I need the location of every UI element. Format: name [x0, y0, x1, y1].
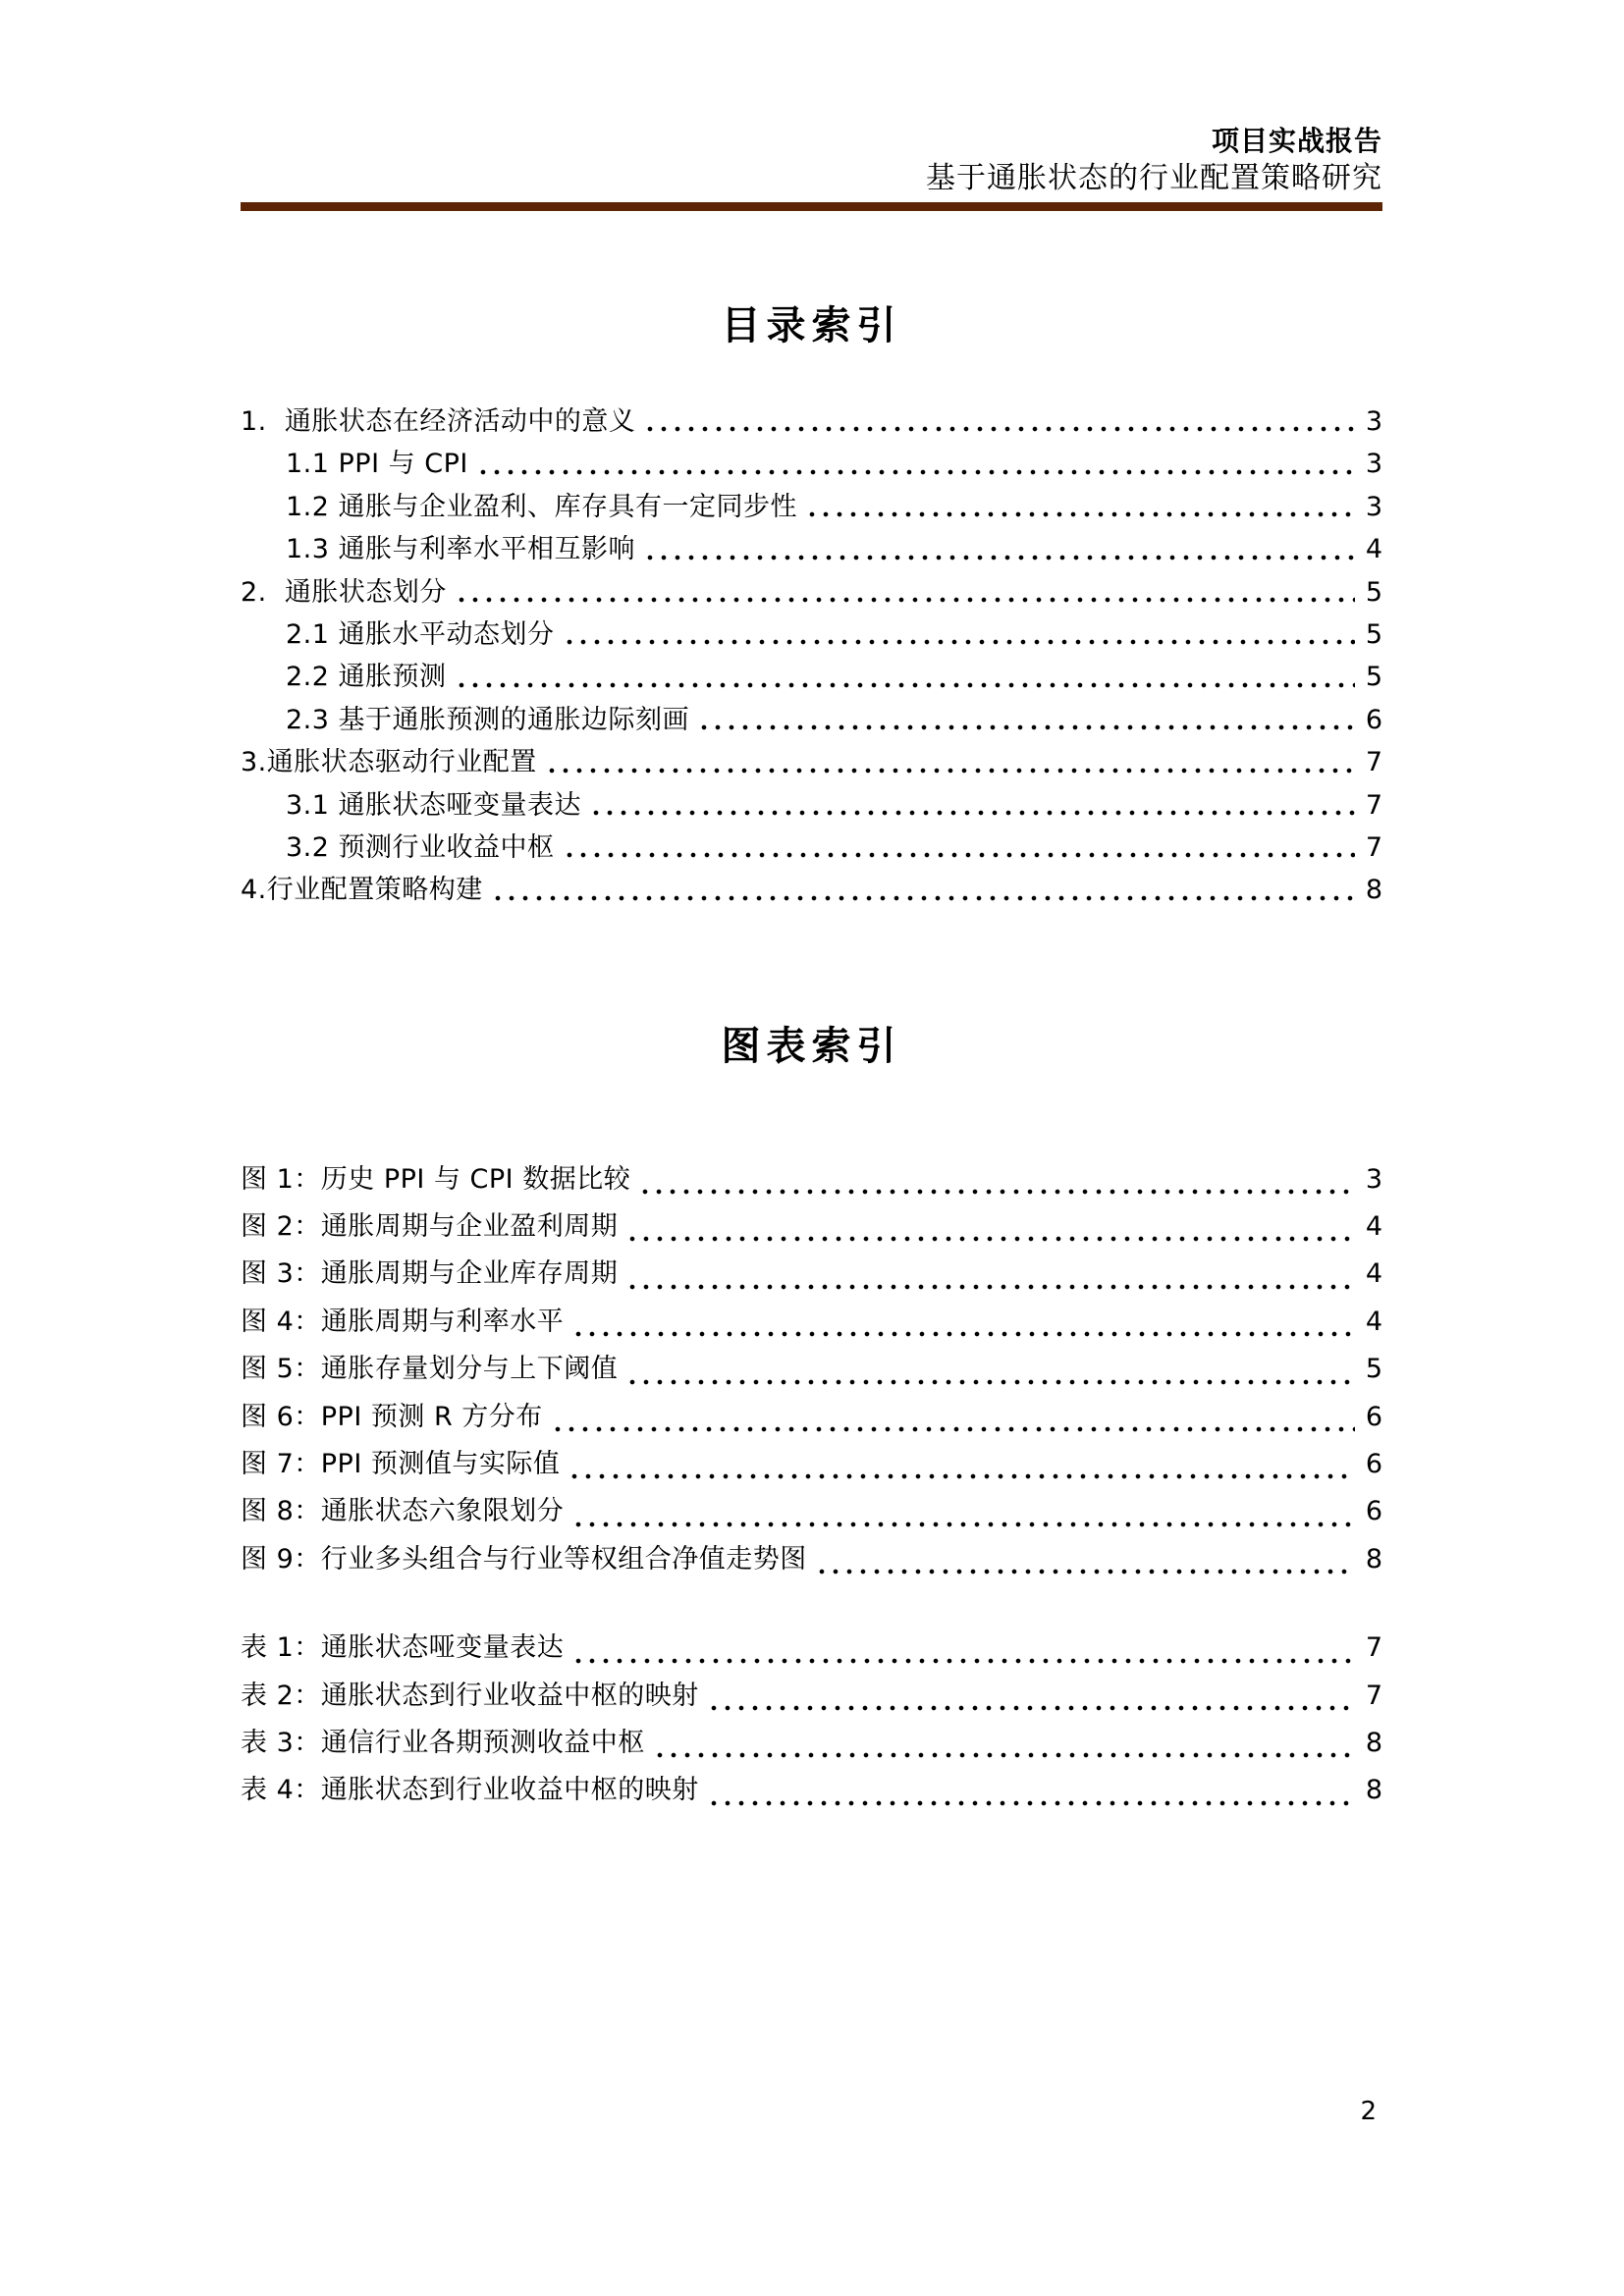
figure-entry-label: 图 3：通胀周期与企业库存周期 [241, 1258, 619, 1290]
toc-entry-page: 5 [1365, 576, 1382, 608]
dot-leader [455, 682, 1355, 688]
toc-entry-page: 4 [1365, 534, 1382, 565]
toc-entry-page: 7 [1365, 789, 1382, 821]
figure-entry [241, 1300, 1382, 1347]
toc-entry [241, 400, 1382, 442]
figure-entry-page: 8 [1365, 1543, 1382, 1575]
dot-leader [568, 1473, 1355, 1479]
toc-entry [241, 740, 1382, 782]
table-entry-page: 7 [1365, 1632, 1382, 1664]
toc-entry-label: 1. 通胀状态在经济活动中的意义 [241, 406, 636, 437]
table-entry [241, 1674, 1382, 1721]
toc-entry-page: 7 [1365, 831, 1382, 863]
dot-leader [571, 1522, 1355, 1527]
toc-entry-label: 3.通胀状态驱动行业配置 [241, 747, 537, 778]
table-entry-label: 表 3：通信行业各期预测收益中枢 [241, 1727, 645, 1758]
dot-leader [625, 1284, 1355, 1290]
dot-leader [643, 426, 1355, 432]
dot-leader [551, 1426, 1355, 1432]
figure-entry-page: 5 [1365, 1354, 1382, 1385]
figure-entry-page: 4 [1365, 1306, 1382, 1337]
dot-leader [571, 1658, 1355, 1664]
report-title: 基于通胀状态的行业配置策略研究 [926, 161, 1382, 195]
table-entry-page: 8 [1365, 1775, 1382, 1806]
toc-entry-page: 3 [1365, 449, 1382, 480]
figure-entry-label: 图 6：PPI 预测 R 方分布 [241, 1401, 543, 1432]
figure-entry [241, 1347, 1382, 1394]
toc-entry-page: 8 [1365, 875, 1382, 906]
dot-leader [697, 724, 1355, 730]
figure-entry-label: 图 4：通胀周期与利率水平 [241, 1306, 565, 1337]
toc-entry-page: 3 [1365, 491, 1382, 522]
toc-entry [241, 783, 1382, 826]
report-type: 项目实战报告 [1211, 125, 1382, 157]
dot-leader [455, 597, 1355, 603]
dot-leader [707, 1705, 1355, 1711]
toc-entry-page: 5 [1365, 662, 1382, 693]
page-header [241, 0, 1382, 198]
dot-leader [589, 810, 1355, 816]
figure-entry-label: 图 8：通胀状态六象限划分 [241, 1496, 565, 1527]
toc-title: 目录索引 [721, 303, 902, 348]
toc-entry [241, 485, 1382, 527]
figure-entry-page: 6 [1365, 1401, 1382, 1432]
toc-entry-page: 6 [1365, 704, 1382, 735]
toc-entry [241, 442, 1382, 484]
figure-entry-page: 4 [1365, 1258, 1382, 1290]
header-rule [241, 202, 1382, 211]
toc-entry [241, 698, 1382, 740]
toc-entry [241, 570, 1382, 613]
toc-entry-label: 1.3 通胀与利率水平相互影响 [286, 534, 636, 565]
toc-entry-label: 4.行业配置策略构建 [241, 875, 483, 906]
page-number: 2 [1360, 2097, 1377, 2126]
toc-entry-label: 2.3 基于通胀预测的通胀边际刻画 [286, 704, 690, 735]
table-entry-page: 8 [1365, 1727, 1382, 1758]
toc-entry-label: 2.1 通胀水平动态划分 [286, 618, 555, 650]
figure-entry-label: 图 1：历史 PPI 与 CPI 数据比较 [241, 1163, 631, 1195]
figure-entry [241, 1252, 1382, 1299]
figure-entry [241, 1395, 1382, 1442]
figure-entry-label: 图 2：通胀周期与企业盈利周期 [241, 1211, 619, 1243]
table-entry [241, 1768, 1382, 1815]
table-entry-page: 7 [1365, 1680, 1382, 1711]
dot-leader [563, 639, 1355, 645]
figure-entry [241, 1489, 1382, 1536]
dot-leader [707, 1800, 1355, 1806]
chart-index-title: 图表索引 [721, 1023, 902, 1069]
dot-leader [625, 1379, 1355, 1385]
dot-leader [643, 555, 1355, 561]
dot-leader [491, 895, 1355, 901]
toc-entry-label: 1.1 PPI 与 CPI [286, 449, 468, 480]
dot-leader [476, 469, 1355, 475]
dot-leader [571, 1331, 1355, 1337]
toc-entry [241, 826, 1382, 868]
figure-entry-page: 4 [1365, 1211, 1382, 1243]
figure-entry [241, 1204, 1382, 1252]
dot-leader [545, 768, 1355, 774]
toc-entry [241, 655, 1382, 697]
figure-entry-page: 6 [1365, 1496, 1382, 1527]
figure-list [241, 1157, 1382, 1585]
dot-leader [563, 852, 1355, 858]
toc-entry-label: 3.2 预测行业收益中枢 [286, 831, 555, 863]
table-entry-label: 表 2：通胀状态到行业收益中枢的映射 [241, 1680, 699, 1711]
table-entry-label: 表 1：通胀状态哑变量表达 [241, 1632, 565, 1664]
dot-leader [653, 1752, 1355, 1758]
figure-entry-page: 6 [1365, 1449, 1382, 1480]
toc-entry [241, 527, 1382, 569]
figure-entry-label: 图 7：PPI 预测值与实际值 [241, 1449, 561, 1480]
figure-entry-label: 图 5：通胀存量划分与上下阈值 [241, 1354, 619, 1385]
table-entry-label: 表 4：通胀状态到行业收益中枢的映射 [241, 1775, 699, 1806]
dot-leader [638, 1189, 1355, 1195]
toc-entry [241, 613, 1382, 655]
figure-entry [241, 1157, 1382, 1204]
figure-entry-label: 图 9：行业多头组合与行业等权组合净值走势图 [241, 1543, 807, 1575]
dot-leader [805, 511, 1355, 517]
table-entry [241, 1721, 1382, 1768]
toc-entry-page: 7 [1365, 747, 1382, 778]
table-entry [241, 1626, 1382, 1673]
toc-entry-label: 2.2 通胀预测 [286, 662, 447, 693]
dot-leader [625, 1236, 1355, 1242]
table-list [241, 1626, 1382, 1816]
figure-entry-page: 3 [1365, 1163, 1382, 1195]
toc-entry-page: 5 [1365, 618, 1382, 650]
dot-leader [815, 1569, 1355, 1575]
toc-entry-page: 3 [1365, 406, 1382, 437]
figure-entry [241, 1537, 1382, 1584]
toc-list [241, 400, 1382, 911]
toc-entry-label: 1.2 通胀与企业盈利、库存具有一定同步性 [286, 491, 798, 522]
toc-entry-label: 3.1 通胀状态哑变量表达 [286, 789, 582, 821]
toc-entry [241, 868, 1382, 910]
toc-entry-label: 2. 通胀状态划分 [241, 576, 447, 608]
figure-entry [241, 1442, 1382, 1489]
